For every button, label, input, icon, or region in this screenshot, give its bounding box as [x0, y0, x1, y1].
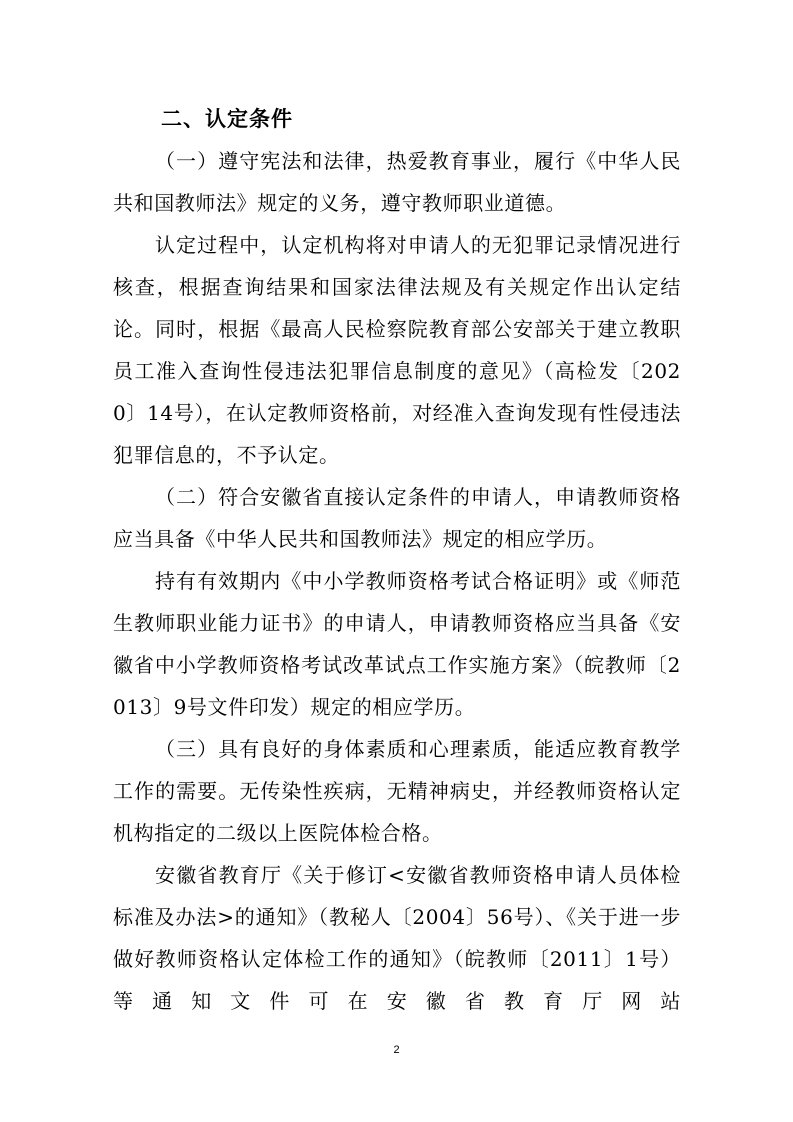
document-body: [113, 98, 681, 1022]
paragraph-qualification-certificate: 持有有效期内《中小学教师资格考试合格证明》或《师范生教师职业能力证书》的申请人，申请教师资格应当具备《安徽省中小学教师资格考试改革试点工作实施方案》（皖教师〔2013〕9号文件印发）规定的相应学历。: [113, 569, 681, 719]
paragraph-condition-2: （二）符合安徽省直接认定条件的申请人，申请教师资格应当具备《中华人民共和国教师法》规定的相应学历。: [113, 485, 681, 551]
section-heading: 二、认定条件: [161, 107, 293, 131]
page-number: 2: [393, 1044, 400, 1056]
paragraph-condition-3: （三）具有良好的身体素质和心理素质，能适应教育教学工作的需要。无传染性疾病，无精神病史，并经教师资格认定机构指定的二级以上医院体检合格。: [113, 737, 681, 845]
paragraph-background-check: 认定过程中，认定机构将对申请人的无犯罪记录情况进行核查，根据查询结果和国家法律法规及有关规定作出认定结论。同时，根据《最高人民检察院教育部公安部关于建立教职员工准入查询性侵违法犯罪信息制度的意见》（高检发〔2020〕14号），在认定教师资格前，对经准入查询发现有性侵违法犯罪信息的，不予认定。: [113, 233, 681, 467]
paragraph-health-check-notice: 安徽省教育厅《关于修订<安徽省教师资格申请人员体检标准及办法>的通知》（教秘人〔2004〕56号）、《关于进一步做好教师资格认定体检工作的通知》（皖教师〔2011〕1号）等通知文件可在安徽省教育厅网站: [113, 863, 681, 1013]
paragraph-condition-1: （一）遵守宪法和法律，热爱教育事业，履行《中华人民共和国教师法》规定的义务，遵守教师职业道德。: [113, 149, 681, 215]
